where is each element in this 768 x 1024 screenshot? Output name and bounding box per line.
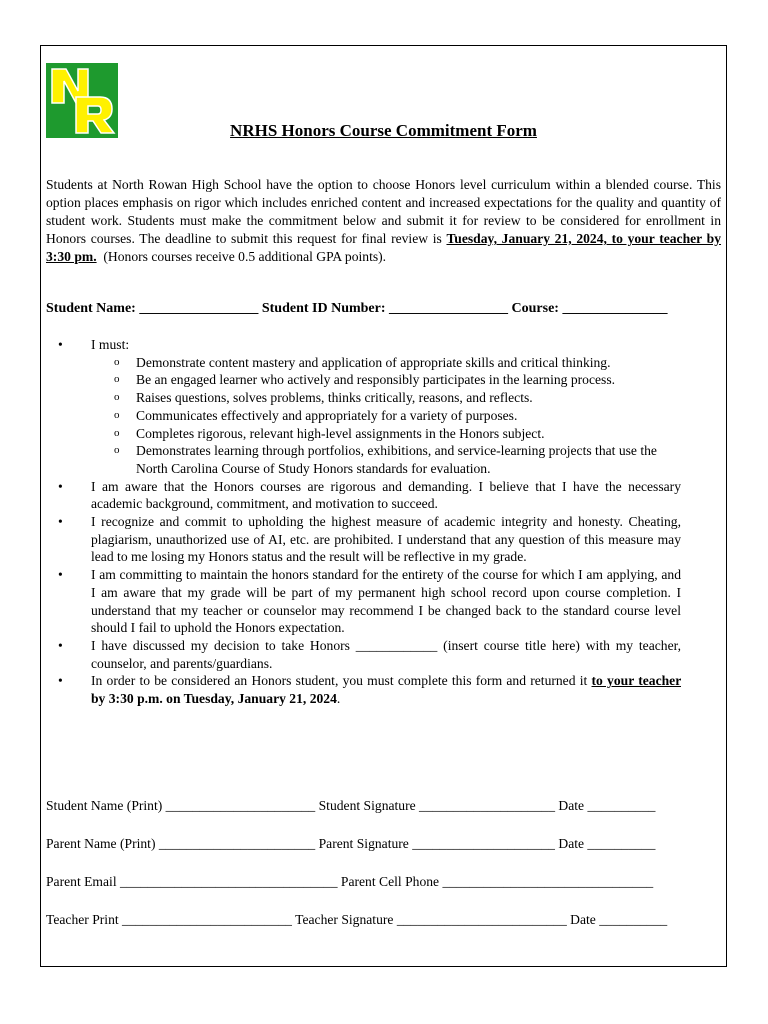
sub-list-item: o Raises questions, solves problems, thinks critically, reasons, and reflects. (46, 389, 681, 407)
must-label: I must: (91, 337, 130, 352)
intro-paragraph (46, 176, 721, 266)
student-info-fields (46, 301, 721, 317)
sub-list-item: o Completes rigorous, relevant high-level assignments in the Honors subject. (46, 425, 681, 443)
parent-signature-field[interactable]: Parent Signature _____________________ (318, 836, 555, 851)
sub-list-item: o Be an engaged learner who actively and responsibly participates in the learning process. (46, 371, 681, 389)
order-teacher: to your teacher (591, 673, 681, 689)
course-field[interactable]: Course: _______________ (511, 301, 668, 316)
teacher-signature-field[interactable]: Teacher Signature _________________________ (295, 912, 567, 927)
signature-row (46, 874, 721, 912)
list-item: • I recognize and commit to upholding the highest measure of academic integrity and honesty. Cheating, plagiarism, unauthorized use of AI, etc. are prohibited. I understand that any question of this measure may lead to me losing my Honors status and the result will be reflective in my grade. (46, 513, 681, 566)
list-item: • I have discussed my decision to take Honors ____________ (insert course title here) with my teacher, counselor, and parents/guardians. (46, 637, 681, 672)
student-name-print-field[interactable]: Student Name (Print) ______________________ (46, 798, 316, 813)
student-name-field[interactable]: Student Name: _________________ (46, 301, 259, 316)
student-date-field[interactable]: Date __________ (558, 798, 656, 813)
teacher-print-field[interactable]: Teacher Print _________________________ (46, 912, 292, 927)
list-item: • I am aware that the Honors courses are rigorous and demanding. I believe that I have the necessary academic background, commitment, and motivation to succeed. (46, 478, 681, 513)
parent-name-print-field[interactable]: Parent Name (Print) _______________________ (46, 836, 316, 851)
commitment-list (46, 336, 681, 708)
intro-gpa: (Honors courses receive 0.5 additional GPA points). (96, 249, 387, 264)
signature-section (46, 798, 721, 950)
order-end: . (336, 691, 341, 707)
list-item: • I am committing to maintain the honors standard for the entirety of the course for which I am applying, and I am aware that my grade will be part of my permanent high school record upon course completion. I understand that my teacher or counselor may recommend I be changed back to the standard course level should I fail to uphold the Honors expectation. (46, 566, 681, 637)
page-title: NRHS Honors Course Commitment Form (230, 121, 537, 140)
sub-list-item: o Communicates effectively and appropriately for a variety of purposes. (46, 407, 681, 425)
list-item (46, 672, 681, 707)
intro-deadline: Tuesday, January 21, 2024, to your teacher by 3:30 pm. (46, 231, 722, 264)
parent-date-field[interactable]: Date __________ (558, 836, 656, 851)
signature-row (46, 798, 721, 836)
order-text: In order to be considered an Honors student, you must complete this form and returned it (91, 673, 592, 689)
intro-text: Students at North Rowan High School have the option to choose Honors level curriculum within a blended course. This option places emphasis on rigor which includes enriched content and increased expectations for the quality and quantity of student work. Students must make the commitment below and submit it for review to be considered for enrollment in Honors courses. The deadline to submit this request for final review is (46, 177, 721, 246)
parent-email-field[interactable]: Parent Email ________________________________ (46, 874, 338, 889)
student-signature-field[interactable]: Student Signature ____________________ (318, 798, 555, 813)
signature-row (46, 836, 721, 874)
teacher-date-field[interactable]: Date __________ (570, 912, 668, 927)
order-deadline: by 3:30 p.m. on Tuesday, January 21, 2024 (91, 691, 337, 707)
sub-list-item: o Demonstrate content mastery and application of appropriate skills and critical thinking. (46, 354, 681, 372)
signature-row (46, 912, 721, 950)
form-page (40, 45, 727, 967)
list-item (46, 336, 681, 354)
parent-cell-phone-field[interactable]: Parent Cell Phone _______________________________ (340, 874, 654, 889)
student-id-field[interactable]: Student ID Number: _________________ (261, 301, 509, 316)
sub-list-item: o Demonstrates learning through portfolios, exhibitions, and service-learning projects that use the North Carolina Course of Study Honors standards for evaluation. (46, 442, 681, 477)
